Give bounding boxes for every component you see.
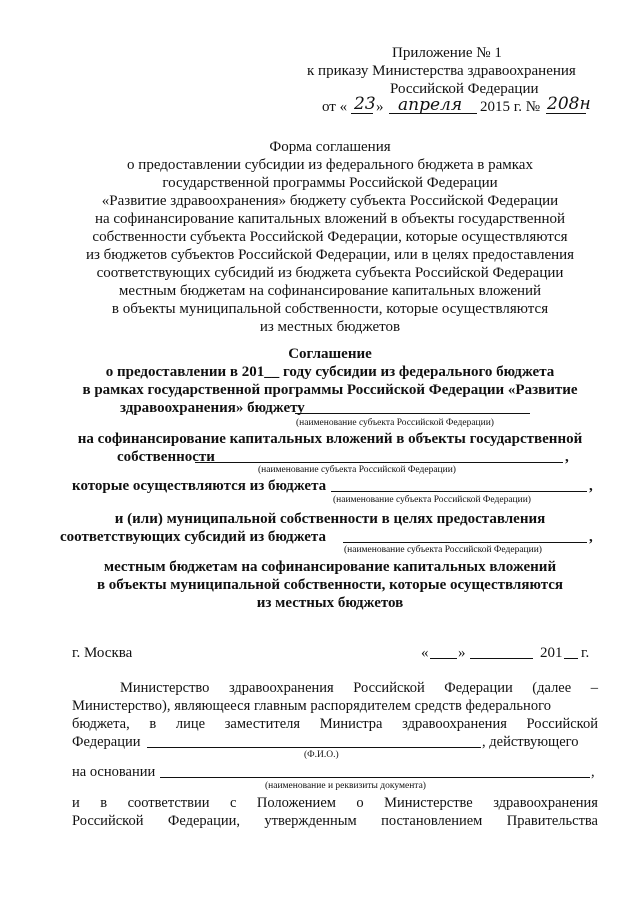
agreement-title: Соглашение (288, 346, 372, 362)
year-blank (564, 658, 578, 659)
comma-3: , (589, 529, 593, 545)
agreement-line-1: о предоставлении в 201__ году субсидии из федерального бюджета (105, 364, 555, 380)
hint-subject-1: (наименование субъекта Российской Федерации) (296, 418, 494, 428)
agreement-line-6: которые осуществляются из бюджета (72, 478, 327, 494)
word: Российской (526, 716, 598, 732)
date-year: 2015 г. № (480, 99, 541, 115)
form-title-line-7: из бюджетов субъектов Российской Федерации, или в целях предоставления (85, 247, 575, 263)
word: здравоохранения (228, 680, 334, 696)
document-blank (160, 777, 590, 778)
body-p1-line-2: Министерство), являющееся главным распорядителем средств федерального (72, 698, 552, 714)
word: заместителя (224, 716, 301, 732)
word: бюджета, (72, 716, 130, 732)
body-p2-line-1 (72, 794, 598, 812)
date-day-underline (351, 113, 373, 114)
word: Федерации (444, 680, 513, 696)
agreement-line-5: собственности (117, 449, 215, 465)
hint-document: (наименование и реквизиты документа) (265, 781, 426, 791)
agreement-line-9: местным бюджетам на софинансирование капитальных вложений (103, 559, 557, 575)
body-p2-line-2 (72, 812, 598, 830)
body-p1-line-4-start: Федерации (72, 734, 141, 750)
word: о (356, 795, 364, 811)
word: Российской (72, 813, 144, 829)
subject-blank-1 (295, 413, 530, 414)
date-open-quote: « (421, 645, 429, 661)
hint-subject-3: (наименование субъекта Российской Федерации) (333, 495, 531, 505)
form-title-line-11: из местных бюджетов (259, 319, 401, 335)
word: в (149, 716, 157, 732)
form-title-line-5: на софинансирование капитальных вложений в объекты государственной (94, 211, 566, 227)
agreement-line-10: в объекты муниципальной собственности, которые осуществляются (96, 577, 564, 593)
date-prefix: от « (322, 99, 348, 115)
fio-blank (147, 747, 481, 748)
form-title-line-9: местным бюджетам на софинансирование капитальных вложений (118, 283, 542, 299)
date-mid: » (376, 99, 384, 115)
agreement-line-2: в рамках государственной программы Российской Федерации «Развитие (82, 382, 578, 398)
word: с (229, 795, 237, 811)
month-blank (470, 658, 533, 659)
form-title-line-1: Форма соглашения (269, 139, 391, 155)
year-suffix: г. (581, 645, 590, 661)
word: соответствии (127, 795, 210, 811)
year-prefix: 201 (540, 645, 563, 661)
date-month-underline (389, 113, 477, 114)
agreement-line-3: здравоохранения» бюджету (120, 400, 305, 416)
subject-blank-4 (343, 542, 587, 543)
word: в (100, 795, 108, 811)
form-title-line-6: собственности субъекта Российской Федерации, которые осуществляются (92, 229, 568, 245)
word: и (72, 795, 80, 811)
word: лице (175, 716, 206, 732)
appendix-label: Приложение № 1 (392, 45, 502, 61)
form-title-line-10: в объекты муниципальной собственности, которые осуществляются (111, 301, 549, 317)
subject-blank-2 (195, 462, 563, 463)
form-title-line-8: соответствующих субсидий из бюджета субъекта Российской Федерации (96, 265, 564, 281)
word: (далее (532, 680, 572, 696)
word: Правительства (506, 813, 598, 829)
body-p1-line-1 (120, 679, 598, 697)
date-month: апреля (398, 95, 463, 115)
subject-blank-3 (331, 491, 587, 492)
word: Министерстве (384, 795, 473, 811)
word: Положением (256, 795, 336, 811)
order-line: к приказу Министерства здравоохранения (307, 63, 576, 79)
date-close-quote: » (458, 645, 466, 661)
comma-1: , (565, 449, 569, 465)
word: Министра (319, 716, 383, 732)
day-blank (430, 658, 457, 659)
body-p1-line-4-end: , действующего (482, 734, 579, 750)
word: Российской (353, 680, 425, 696)
comma-2: , (589, 478, 593, 494)
body-p1-line-5-start: на основании (72, 764, 156, 780)
hint-fio: (Ф.И.О.) (304, 750, 339, 760)
agreement-line-11: из местных бюджетов (256, 595, 404, 611)
order-number-underline (546, 113, 586, 114)
comma-4: , (591, 764, 595, 780)
body-p1-line-3 (72, 715, 598, 733)
word: постановлением (381, 813, 483, 829)
agreement-line-4: на софинансирование капитальных вложений в объекты государственной (77, 431, 583, 447)
word: Федерации, (167, 813, 240, 829)
hint-subject-2: (наименование субъекта Российской Федерации) (258, 465, 456, 475)
agreement-line-7: и (или) муниципальной собственности в целях предоставления (114, 511, 546, 527)
form-title-line-4: «Развитие здравоохранения» бюджету субъекта Российской Федерации (101, 193, 559, 209)
date-day: 23 (354, 94, 376, 114)
hint-subject-4: (наименование субъекта Российской Федерации) (344, 545, 542, 555)
order-number: 208н (547, 94, 591, 114)
word: здравоохранения (402, 716, 507, 732)
form-title-line-3: государственной программы Российской Федерации (162, 175, 498, 191)
word: утвержденным (264, 813, 357, 829)
word: – (590, 680, 598, 696)
word: Министерство (120, 680, 210, 696)
federation-line: Российской Федерации (390, 81, 539, 97)
word: здравоохранения (493, 795, 598, 811)
city: г. Москва (72, 645, 133, 661)
agreement-line-8: соответствующих субсидий из бюджета (60, 529, 326, 545)
form-title-line-2: о предоставлении субсидии из федерального бюджета в рамках (127, 157, 533, 173)
